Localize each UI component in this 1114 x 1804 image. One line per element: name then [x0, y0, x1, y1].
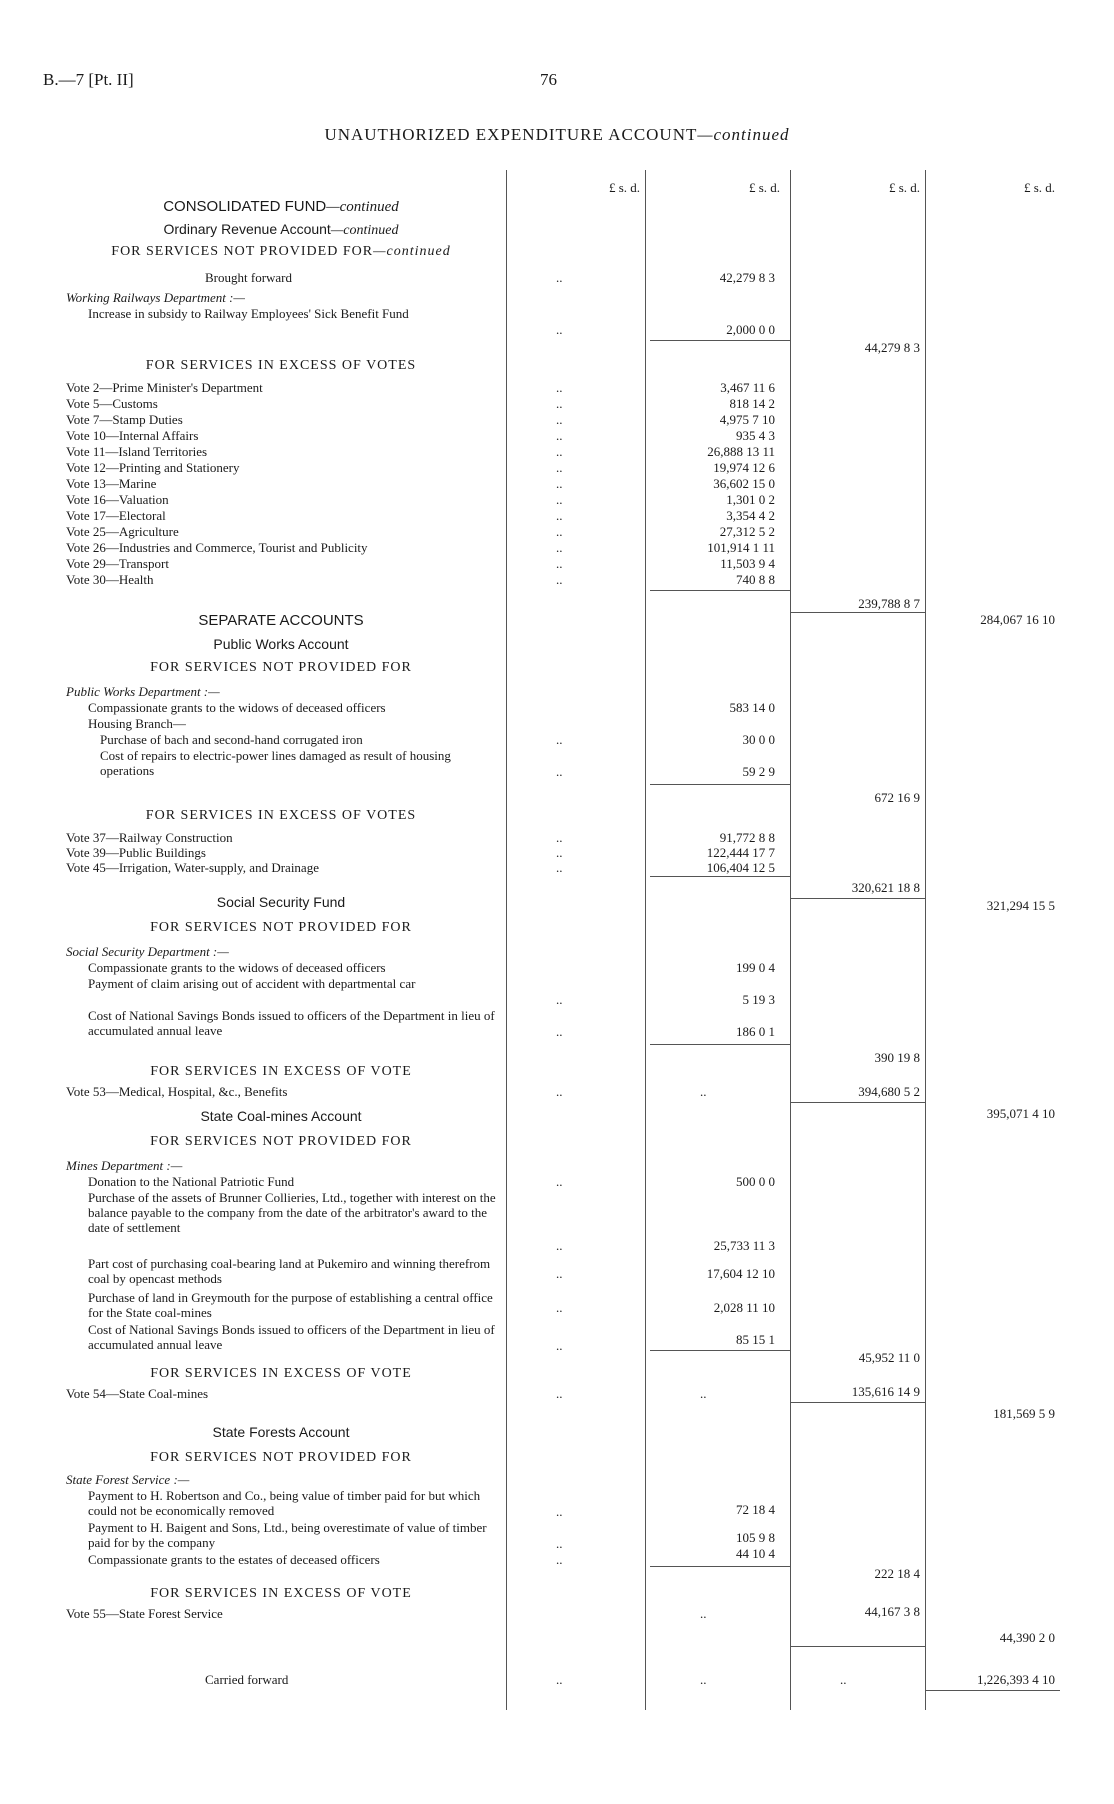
- line-item-value: 30 0 0: [742, 732, 775, 747]
- vote-label: Vote 54—State Coal-mines: [66, 1386, 209, 1401]
- vote-label: Vote 5—Customs: [66, 396, 158, 411]
- subtotal-value: 45,952 11 0: [858, 1350, 920, 1365]
- vote-value: 101,914 1 11: [707, 540, 775, 555]
- subtotal-rule: [650, 1566, 790, 1567]
- dots-leader: ..: [700, 1084, 707, 1099]
- vote-value: 1,301 0 2: [726, 492, 775, 507]
- dots-leader: ..: [556, 444, 563, 459]
- dots-leader: ..: [556, 428, 563, 443]
- column-unit-header: £ s. d.: [1023, 180, 1055, 195]
- vote-value: 4,975 7 10: [719, 412, 775, 427]
- brought-forward-value: 42,279 8 3: [719, 270, 775, 285]
- carried-forward-value: 1,226,393 4 10: [977, 1672, 1055, 1687]
- vote-label: Vote 12—Printing and Stationery: [66, 460, 240, 475]
- vote-label: Vote 2—Prime Minister's Department: [66, 380, 263, 395]
- subtotal-rule: [790, 1402, 925, 1403]
- line-item-value: 105 9 8: [736, 1530, 775, 1545]
- vote-value: 26,888 13 11: [707, 444, 775, 459]
- subtotal-value: 320,621 18 8: [851, 880, 920, 895]
- line-item-value: 25,733 11 3: [713, 1238, 775, 1253]
- dots-leader: ..: [556, 396, 563, 411]
- line-item-value: 85 15 1: [736, 1332, 775, 1347]
- vote-value: 122,444 17 7: [706, 845, 775, 860]
- fund-heading-text: CONSOLIDATED FUND: [163, 198, 327, 215]
- dots-leader: ..: [556, 860, 563, 875]
- vote-label: Vote 55—State Forest Service: [66, 1606, 223, 1621]
- dots-leader: ..: [840, 1672, 847, 1687]
- dots-leader: ..: [556, 1672, 563, 1687]
- vote-label: Vote 39—Public Buildings: [66, 845, 206, 860]
- vote-label: Vote 37—Railway Construction: [66, 830, 233, 845]
- report-reference: B.—7 [Pt. II]: [43, 70, 134, 89]
- line-item-value: 17,604 12 10: [706, 1266, 775, 1281]
- vote-value: 11,503 9 4: [720, 556, 775, 571]
- column-unit-header: £ s. d.: [748, 180, 780, 195]
- dots-leader: ..: [556, 270, 563, 285]
- vote-value: 19,974 12 6: [713, 460, 775, 475]
- dots-leader: ..: [556, 380, 563, 395]
- section-total-value: 284,067 16 10: [980, 612, 1055, 627]
- dots-leader: ..: [556, 1238, 563, 1253]
- section-subheading-text: FOR SERVICES NOT PROVIDED FOR: [111, 244, 374, 259]
- line-item-label: Part cost of purchasing coal-bearing land at Pukemiro and winning therefrom coal by opencast methods: [88, 1256, 491, 1286]
- account-heading: Social Security Fund: [216, 894, 346, 910]
- subtotal-value: 239,788 8 7: [858, 596, 920, 611]
- dots-leader: ..: [556, 460, 563, 475]
- vote-value: 106,404 12 5: [706, 860, 775, 875]
- dots-leader: ..: [556, 1266, 563, 1281]
- dots-leader: ..: [556, 1386, 563, 1401]
- line-item-label: Compassionate grants to the widows of deceased officers: [88, 960, 386, 975]
- vote-label: Vote 10—Internal Affairs: [66, 428, 199, 443]
- department-heading: Working Railways Department :—: [66, 290, 245, 305]
- account-heading-continued: —continued: [330, 223, 399, 238]
- vote-label: Vote 53—Medical, Hospital, &c., Benefits: [66, 1084, 288, 1099]
- vote-value: 818 14 2: [729, 396, 775, 411]
- account-heading: State Forests Account: [212, 1424, 350, 1440]
- line-item-value: 583 14 0: [729, 700, 775, 715]
- dots-leader: ..: [556, 1024, 563, 1039]
- vote-label: Vote 11—Island Territories: [66, 444, 208, 459]
- department-heading: Social Security Department :—: [66, 944, 229, 959]
- vote-label: Vote 25—Agriculture: [66, 524, 179, 539]
- dots-leader: ..: [556, 732, 563, 747]
- section-subheading: [66, 244, 496, 260]
- vote-value: 91,772 8 8: [719, 830, 775, 845]
- subtotal-rule: [650, 784, 790, 785]
- dots-leader: ..: [556, 1300, 563, 1315]
- vote-value: 740 8 8: [736, 572, 775, 587]
- line-item-label: Increase in subsidy to Railway Employees' Sick Benefit Fund: [88, 306, 409, 321]
- vote-value: 135,616 14 9: [851, 1384, 920, 1399]
- dots-leader: ..: [556, 1174, 563, 1189]
- line-item-value: 199 0 4: [736, 960, 775, 975]
- subtotal-rule: [790, 898, 925, 899]
- section-subheading: FOR SERVICES IN EXCESS OF VOTE: [150, 1366, 412, 1381]
- title-text: UNAUTHORIZED EXPENDITURE ACCOUNT: [324, 125, 698, 144]
- department-heading: Mines Department :—: [66, 1158, 183, 1173]
- title-continued: —continued: [697, 125, 790, 144]
- column-divider: [506, 170, 507, 1710]
- account-heading-text: Ordinary Revenue Account: [163, 221, 331, 237]
- vote-value: 3,467 11 6: [720, 380, 775, 395]
- dots-leader: ..: [556, 1536, 563, 1551]
- section-subheading: FOR SERVICES NOT PROVIDED FOR: [150, 1450, 412, 1465]
- subtotal-rule: [650, 876, 790, 877]
- page-number: 76: [540, 70, 557, 89]
- line-item-label: Cost of repairs to electric-power lines damaged as result of housing operations: [100, 748, 451, 778]
- line-item-value: 44 10 4: [736, 1546, 775, 1561]
- vote-value: 27,312 5 2: [719, 524, 775, 539]
- line-item-label: Compassionate grants to the widows of deceased officers: [88, 700, 386, 715]
- subtotal-rule: [650, 1350, 790, 1351]
- section-total-value: 181,569 5 9: [993, 1406, 1055, 1421]
- subtotal-rule: [790, 1102, 925, 1103]
- line-item-label: Donation to the National Patriotic Fund: [88, 1174, 295, 1189]
- section-total-value: 321,294 15 5: [986, 898, 1055, 913]
- dots-leader: ..: [556, 1504, 563, 1519]
- page-title: [0, 125, 1114, 145]
- vote-value: 394,680 5 2: [858, 1084, 920, 1099]
- column-divider: [925, 170, 926, 1710]
- carried-forward-label: Carried forward: [205, 1672, 289, 1687]
- subtotal-rule: [790, 612, 925, 613]
- vote-value: 935 4 3: [736, 428, 775, 443]
- line-item-value: 5 19 3: [742, 992, 775, 1007]
- dots-leader: ..: [556, 1552, 563, 1567]
- vote-label: Vote 30—Health: [66, 572, 154, 587]
- account-heading: State Coal-mines Account: [200, 1108, 362, 1124]
- subtotal-value: 222 18 4: [874, 1566, 920, 1581]
- line-item-label: Cost of National Savings Bonds issued to officers of the Department in lieu of accumulated annual leave: [88, 1008, 495, 1038]
- separate-accounts-heading: SEPARATE ACCOUNTS: [198, 612, 364, 629]
- line-item-value: 2,000 0 0: [726, 322, 775, 337]
- dots-leader: ..: [700, 1386, 707, 1401]
- fund-heading-continued: —continued: [326, 199, 399, 215]
- vote-label: Vote 17—Electoral: [66, 508, 166, 523]
- department-heading: Public Works Department :—: [66, 684, 220, 699]
- dots-leader: ..: [556, 322, 563, 337]
- section-subheading: FOR SERVICES NOT PROVIDED FOR: [150, 1134, 412, 1149]
- section-total-value: 44,390 2 0: [999, 1630, 1055, 1645]
- line-item-label: Payment to H. Robertson and Co., being value of timber paid for but which could not be economically removed: [88, 1488, 481, 1518]
- account-heading: [66, 221, 496, 239]
- section-subheading: FOR SERVICES IN EXCESS OF VOTE: [150, 1586, 412, 1601]
- dots-leader: ..: [556, 830, 563, 845]
- fund-heading: [66, 198, 496, 216]
- dots-leader: ..: [556, 1084, 563, 1099]
- dots-leader: ..: [556, 572, 563, 587]
- column-unit-header: £ s. d.: [608, 180, 640, 195]
- line-item-label: Payment to H. Baigent and Sons, Ltd., being overestimate of value of timber paid for by the company: [88, 1520, 487, 1550]
- column-unit-header: £ s. d.: [888, 180, 920, 195]
- vote-value: 44,167 3 8: [864, 1604, 920, 1619]
- total-rule: [925, 1690, 1060, 1691]
- line-item-label: Compassionate grants to the estates of deceased officers: [88, 1552, 380, 1567]
- subtotal-rule: [650, 340, 790, 341]
- line-item-label: Purchase of the assets of Brunner Collieries, Ltd., together with interest on the balance payable to the company from the date of the arbitrator's award to the date of settlement: [88, 1190, 496, 1235]
- vote-label: Vote 13—Marine: [66, 476, 157, 491]
- dots-leader: ..: [556, 508, 563, 523]
- column-divider: [790, 170, 791, 1710]
- vote-label: Vote 16—Valuation: [66, 492, 169, 507]
- section-subheading: FOR SERVICES NOT PROVIDED FOR: [150, 660, 412, 675]
- section-subheading: FOR SERVICES IN EXCESS OF VOTES: [145, 808, 417, 823]
- line-item-label: Purchase of land in Greymouth for the purpose of establishing a central office for the State coal-mines: [88, 1290, 493, 1320]
- dots-leader: ..: [556, 845, 563, 860]
- vote-value: 3,354 4 2: [726, 508, 775, 523]
- section-subheading: FOR SERVICES IN EXCESS OF VOTES: [145, 358, 417, 373]
- department-heading: State Forest Service :—: [66, 1472, 190, 1487]
- vote-value: 36,602 15 0: [713, 476, 775, 491]
- subtotal-rule: [790, 1646, 925, 1647]
- vote-label: Vote 26—Industries and Commerce, Tourist and Publicity: [66, 540, 368, 555]
- subtotal-rule: [650, 590, 790, 591]
- line-item-value: 59 2 9: [742, 764, 775, 779]
- brought-forward-label: Brought forward: [205, 270, 293, 285]
- dots-leader: ..: [556, 764, 563, 779]
- line-item-value: 500 0 0: [736, 1174, 775, 1189]
- line-item-label: Cost of National Savings Bonds issued to officers of the Department in lieu of accumulated annual leave: [88, 1322, 495, 1352]
- line-item-value: 72 18 4: [736, 1502, 775, 1517]
- subtotal-value: 390 19 8: [874, 1050, 920, 1065]
- dots-leader: ..: [556, 412, 563, 427]
- vote-label: Vote 45—Irrigation, Water-supply, and Drainage: [66, 860, 319, 875]
- dots-leader: ..: [556, 992, 563, 1007]
- subtotal-value: 44,279 8 3: [864, 340, 920, 355]
- line-item-value: 186 0 1: [736, 1024, 775, 1039]
- dots-leader: ..: [700, 1672, 707, 1687]
- vote-label: Vote 29—Transport: [66, 556, 169, 571]
- section-subheading: FOR SERVICES NOT PROVIDED FOR: [150, 920, 412, 935]
- line-item-label: Payment of claim arising out of accident with departmental car: [88, 976, 416, 991]
- section-total-value: 395,071 4 10: [986, 1106, 1055, 1121]
- section-subheading-continued: —continued: [373, 244, 451, 259]
- line-item-label: Purchase of bach and second-hand corrugated iron: [100, 732, 363, 747]
- subtotal-value: 672 16 9: [874, 790, 920, 805]
- line-item-value: 2,028 11 10: [713, 1300, 775, 1315]
- dots-leader: ..: [556, 492, 563, 507]
- dots-leader: ..: [556, 556, 563, 571]
- vote-label: Vote 7—Stamp Duties: [66, 412, 183, 427]
- dots-leader: ..: [556, 1338, 563, 1353]
- subtotal-rule: [650, 1044, 790, 1045]
- section-subheading: FOR SERVICES IN EXCESS OF VOTE: [150, 1064, 412, 1079]
- dots-leader: ..: [556, 524, 563, 539]
- dots-leader: ..: [700, 1606, 707, 1621]
- account-heading: Public Works Account: [213, 636, 349, 652]
- dots-leader: ..: [556, 540, 563, 555]
- line-item-label: Housing Branch—: [88, 716, 186, 731]
- dots-leader: ..: [556, 476, 563, 491]
